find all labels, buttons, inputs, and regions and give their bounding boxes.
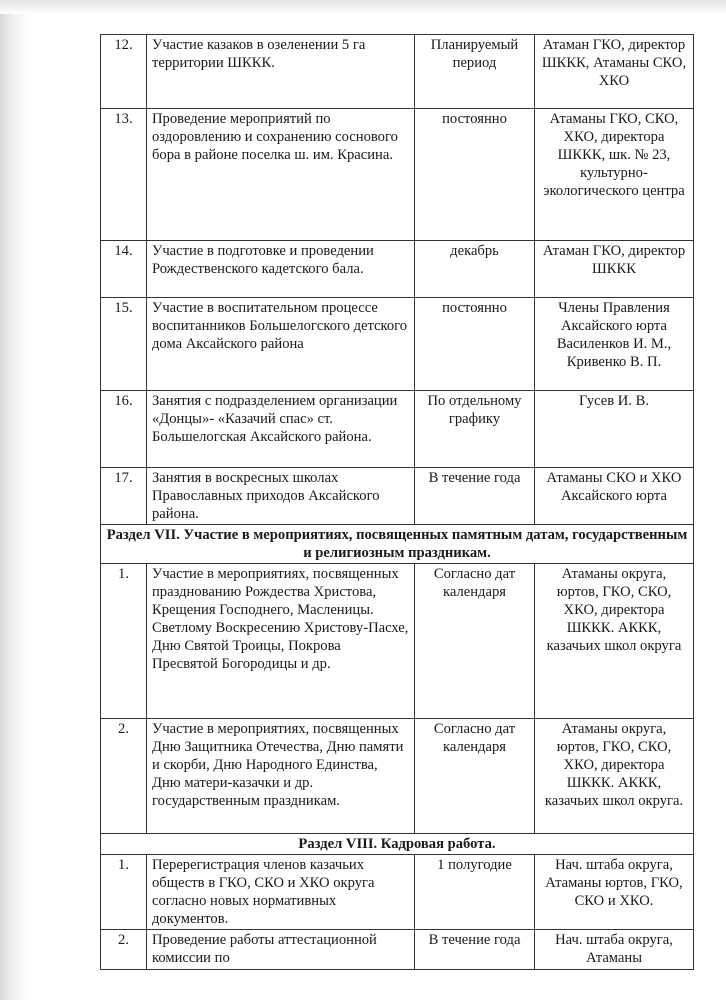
row-activity: Перерегистрация членов казачьих обществ в ГКО, СКО и ХКО округа согласно новых нормативных документов. [147, 855, 415, 930]
row-term: В течение года [415, 930, 535, 970]
table-row [101, 468, 694, 525]
row-term: 1 полугодие [415, 855, 535, 930]
row-term: Согласно дат календаря [415, 564, 535, 719]
row-responsible: Атаман ГКО, директор ШККК [535, 241, 694, 298]
row-term: Согласно дат календаря [415, 719, 535, 834]
table-row [101, 35, 694, 109]
row-term: декабрь [415, 241, 535, 298]
table-row [101, 719, 694, 834]
row-term: В течение года [415, 468, 535, 525]
row-number: 1. [101, 855, 147, 930]
row-activity: Занятия в воскресных школах Православных приходов Аксайского района. [147, 468, 415, 525]
row-number: 12. [101, 35, 147, 109]
row-responsible: Атаманы СКО и ХКО Аксайского юрта [535, 468, 694, 525]
row-activity: Проведение работы аттестационной комиссии по [147, 930, 415, 970]
row-number: 2. [101, 719, 147, 834]
table-row [101, 391, 694, 468]
row-activity: Участие в мероприятиях, посвященных празднованию Рождества Христова, Крещения Господнего, Масленицы. Светлому Воскресению Христову-Пасхе, Дню Святой Троицы, Покрова Пресвятой Богородицы и др. [147, 564, 415, 719]
row-activity: Участие казаков в озеленении 5 га территории ШККК. [147, 35, 415, 109]
row-responsible: Члены Правления Аксайского юрта Василенков И. М., Кривенко В. П. [535, 298, 694, 391]
events-plan-table [100, 34, 694, 970]
table-row [101, 855, 694, 930]
row-activity: Участие в мероприятиях, посвященных Дню Защитника Отечества, Дню памяти и скорби, Дню Народного Единства, Дню матери-казачки и др. государственным праздникам. [147, 719, 415, 834]
section-header-row [101, 525, 694, 564]
row-responsible: Атаман ГКО, директор ШККК, Атаманы СКО, ХКО [535, 35, 694, 109]
row-term: постоянно [415, 298, 535, 391]
row-responsible: Гусев И. В. [535, 391, 694, 468]
table-row [101, 298, 694, 391]
row-responsible: Атаманы ГКО, СКО, ХКО, директора ШККК, шк. № 23, культурно-экологического центра [535, 109, 694, 241]
row-term: постоянно [415, 109, 535, 241]
row-number: 16. [101, 391, 147, 468]
row-number: 14. [101, 241, 147, 298]
table-row [101, 241, 694, 298]
row-activity: Участие в воспитательном процессе воспитанников Большелогского детского дома Аксайского района [147, 298, 415, 391]
row-number: 15. [101, 298, 147, 391]
row-number: 1. [101, 564, 147, 719]
row-term: Планируемый период [415, 35, 535, 109]
table-row [101, 109, 694, 241]
row-number: 2. [101, 930, 147, 970]
table-row [101, 564, 694, 719]
row-responsible: Атаманы округа, юртов, ГКО, СКО, ХКО, директора ШККК. АККК, казачьих школ округа [535, 564, 694, 719]
row-activity: Участие в подготовке и проведении Рождественского кадетского бала. [147, 241, 415, 298]
row-number: 13. [101, 109, 147, 241]
section-viii-title: Раздел VIII. Кадровая работа. [101, 834, 694, 855]
row-activity: Проведение мероприятий по оздоровлению и сохранению соснового бора в районе поселка ш. им. Красина. [147, 109, 415, 241]
table-row [101, 930, 694, 970]
scan-top-shadow [0, 0, 726, 14]
scan-edge-shadow [0, 0, 30, 1000]
row-responsible: Атаманы округа, юртов, ГКО, СКО, ХКО, директора ШККК. АККК, казачьих школ округа. [535, 719, 694, 834]
section-header-row [101, 834, 694, 855]
row-activity: Занятия с подразделением организации «Донцы»- «Казачий спас» ст. Большелогская Аксайского района. [147, 391, 415, 468]
row-responsible: Нач. штаба округа, Атаманы [535, 930, 694, 970]
section-vii-title: Раздел VII. Участие в мероприятиях, посвященных памятным датам, государственным и религиозным праздникам. [101, 525, 694, 564]
row-number: 17. [101, 468, 147, 525]
row-responsible: Нач. штаба округа, Атаманы юртов, ГКО, СКО и ХКО. [535, 855, 694, 930]
row-term: По отдельному графику [415, 391, 535, 468]
